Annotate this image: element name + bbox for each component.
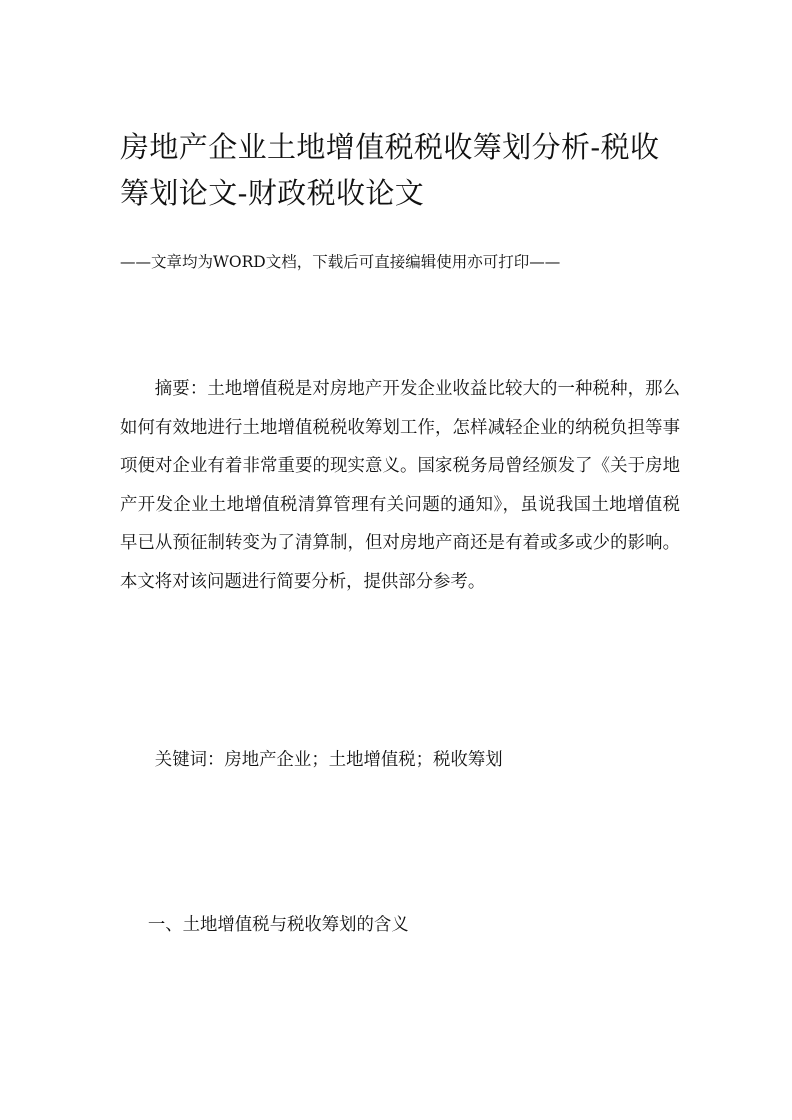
abstract-paragraph: 摘要：土地增值税是对房地产开发企业收益比较大的一种税种，那么如何有效地进行土地增值税税收筹划工作，怎样减轻企业的纳税负担等事项便对企业有着非常重要的现实意义。国家税务局曾经颁发了《关于房地产开发企业土地增值税清算管理有关问题的通知》，虽说我国土地增值税早已从预征制转变为了清算制，但对房地产商还是有着或多或少的影响。本文将对该问题进行简要分析，提供部分参考。 bbox=[120, 379, 680, 592]
document-title: 房地产企业土地增值税税收筹划分析-税收筹划论文-财政税收论文 bbox=[120, 130, 660, 210]
keywords-line: 关键词：房地产企业；土地增值税；税收筹划 bbox=[154, 750, 503, 770]
section-heading: 一、土地增值税与税收筹划的含义 bbox=[147, 915, 409, 935]
document-subtitle: ——文章均为WORD文档，下载后可直接编辑使用亦可打印—— bbox=[120, 253, 561, 271]
